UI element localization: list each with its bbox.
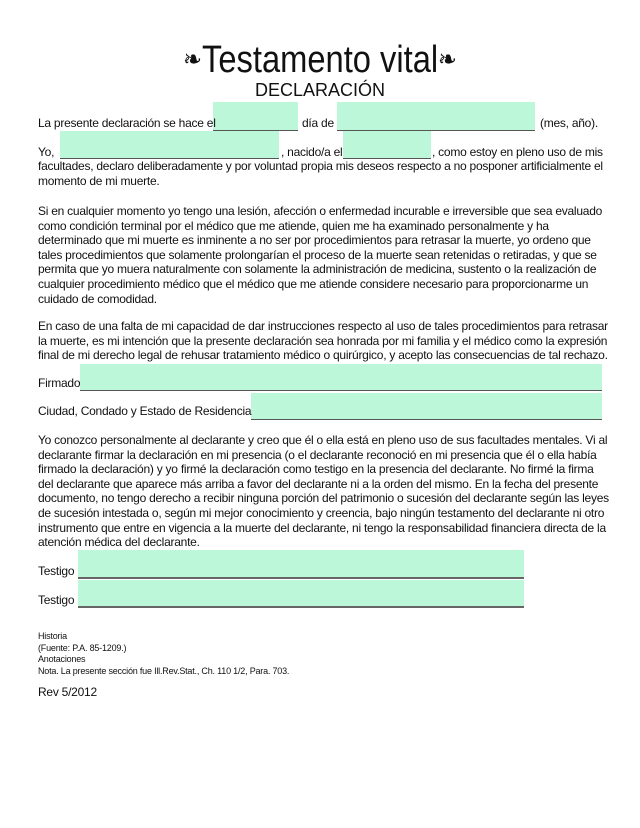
text-line: como condición terminal por el médico que me atiende, quien me ha examinado personalmente y ha (38, 218, 549, 233)
birth-date-field[interactable] (343, 131, 431, 159)
text-line: documento, no tengo derecho a recibir ninguna porción del patrimonio o sucesión del declarante según las leyes (38, 491, 609, 506)
footer-line: (Fuente: P.A. 85-1209.) (38, 642, 127, 653)
line2-text-b: , nacido/a el (281, 145, 343, 159)
text-line: atención médica del declarante. (38, 535, 200, 550)
witness-1-label: Testigo (38, 564, 75, 578)
witness-2-field[interactable] (78, 580, 524, 608)
text-line: momento de mi muerte. (38, 173, 160, 188)
text-line: permita que yo muera naturalmente con solamente la administración de medicina, sustento o la realización de (38, 262, 597, 277)
text-line: cuidado de comodidad. (38, 291, 157, 306)
text-line: En caso de una falta de mi capacidad de dar instrucciones respecto al uso de tales procedimientos para retrasar (38, 319, 608, 333)
paragraph-3 (38, 319, 608, 363)
paragraph-2 (38, 204, 602, 306)
residence-field[interactable] (251, 393, 602, 420)
footer-notes (38, 631, 289, 677)
text-line: facultades, declaro deliberadamente y por voluntad propia mis deseos respecto a no posponer artificialmente el (38, 159, 603, 173)
month-year-field[interactable] (337, 102, 535, 131)
text-line: la muerte, es mi intención que la presente declaración sea honrada por mi familia y el médico como la expresión (38, 333, 608, 348)
residence-label: Ciudad, Condado y Estado de Residencia (38, 404, 252, 418)
text-line: de sucesión intestada o, según mi mejor conocimiento y creencia, bajo ningún testamento del declarante ni otro (38, 505, 605, 520)
page-title (0, 38, 640, 82)
title-text: Testamento vital (201, 39, 439, 81)
witness-1-field[interactable] (78, 550, 524, 579)
signed-label: Firmado (38, 376, 81, 390)
line2-text-c: , como estoy en pleno uso de mis (432, 145, 603, 159)
line1-text-b: día de (302, 116, 334, 130)
fleuron-left-icon: ❧ (183, 45, 202, 75)
text-line: declarante firmar la declaración en mi presencia (o el declarante reconoció en mi presencia que él o ella había (38, 447, 597, 462)
declarant-name-field[interactable] (60, 131, 279, 159)
witness-2-label: Testigo (38, 593, 75, 607)
footer-line: Anotaciones (38, 654, 86, 665)
footer-line: Historia (38, 631, 67, 641)
text-line: tales procedimientos que solamente prolongarían el proceso de la muerte sean retenidas o retiradas, y que se (38, 247, 597, 262)
line1-text-c: (mes, año). (540, 116, 598, 130)
day-field[interactable] (213, 102, 298, 131)
text-line: cualquier procedimiento médico que el médico que me atiende considere necesario para proporcionarme un (38, 276, 589, 291)
line2-text-a: Yo, (38, 145, 55, 159)
signature-field[interactable] (80, 364, 602, 391)
line1-text-a: La presente declaración se hace el (38, 116, 216, 130)
text-line: firmado la declaración) y yo firmé la declaración como testigo en la presencia del declarante. No firmé la firma (38, 462, 594, 477)
subtitle: DECLARACIÓN (254, 80, 386, 100)
paragraph-1 (38, 159, 603, 188)
text-line: instrumento que entre en vigencia a la muerte del declarante, ni tengo la responsabilidad financiera directa de la (38, 520, 606, 535)
revision-label: Rev 5/2012 (38, 685, 97, 699)
text-line: Si en cualquier momento yo tengo una lesión, afección o enfermedad incurable e irreversible que sea evaluado (38, 204, 603, 218)
fleuron-right-icon: ❧ (438, 45, 457, 75)
paragraph-4 (38, 433, 609, 550)
text-line: final de mi derecho legal de rehusar tratamiento médico o quirúrgico, y acepto las consecuencias de tal rechazo. (38, 348, 608, 363)
text-line: del declarante que aparece más arriba a favor del declarante ni a la orden del mismo. En la fecha del presente (38, 476, 599, 491)
text-line: Yo conozco personalmente al declarante y creo que él o ella está en pleno uso de sus facultades mentales. Vi al (38, 433, 608, 447)
text-line: determinado que mi muerte es inminente a no ser por procedimientos para retrasar la muerte, yo ordeno que (38, 233, 591, 248)
footer-line: Nota. La presente sección fue Ill.Rev.Stat., Ch. 110 1/2, Para. 703. (38, 665, 290, 676)
